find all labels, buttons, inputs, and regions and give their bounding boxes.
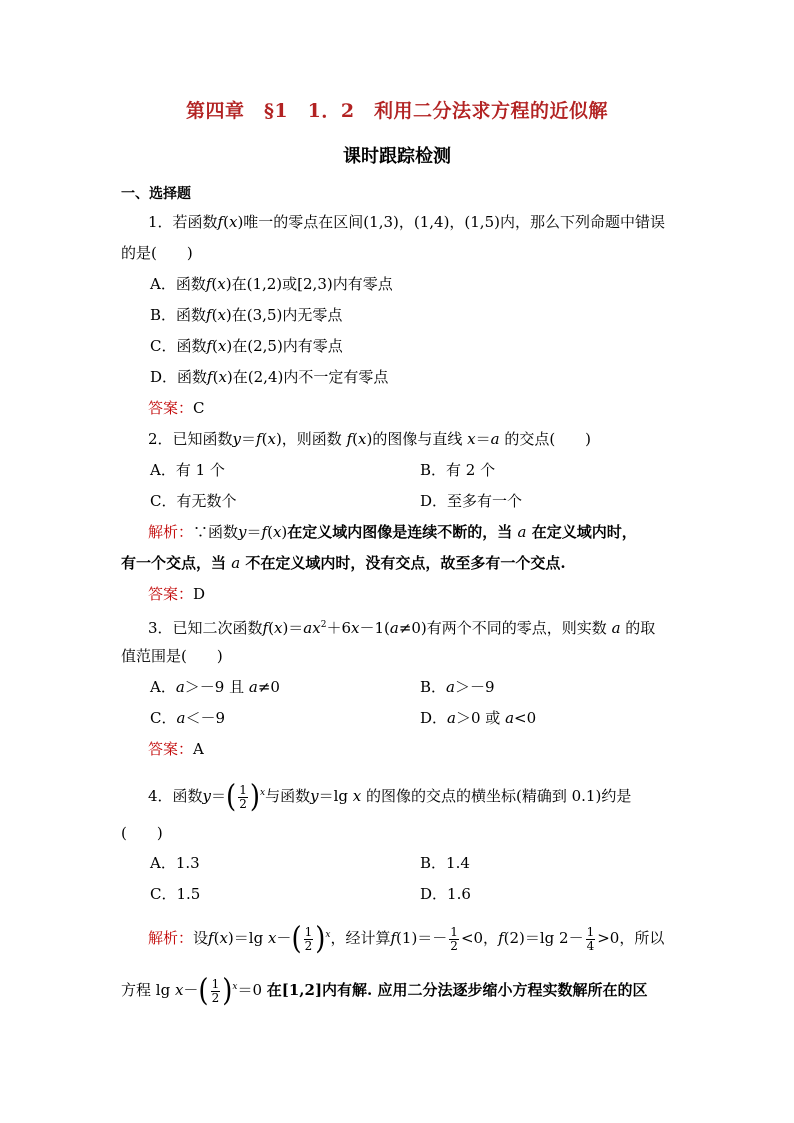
question-1-option-b: B．函数f(x)在(3,5)内无零点 xyxy=(150,306,343,324)
question-2-solution: 解析：∵函数y＝f(x)在定义域内图像是连续不断的，当 a 在定义域内时， xyxy=(148,523,637,541)
question-1-stem-cont: 的是( ) xyxy=(121,244,193,262)
question-2-answer: 答案：D xyxy=(148,585,206,603)
question-3-stem: 3．已知二次函数$f(x)=ax^2+6x-1(a\ne 0)$有两个不同的零点，则实数 a 的取 xyxy=(148,619,656,637)
question-1-answer: 答案：C xyxy=(148,399,205,417)
page-title: 第四章 §1 1．2 利用二分法求方程的近似解 xyxy=(185,100,609,122)
question-1-option-d: D．函数f(x)在(2,4)内不一定有零点 xyxy=(150,368,389,386)
question-2-stem: 2．已知函数y＝f(x)，则函数 f(x)的图像与直线 x＝a 的交点( ) xyxy=(148,430,592,448)
question-2-option-a: A．有 1 个 xyxy=(150,461,225,479)
question-2-solution-cont: 有一个交点，当 a 不在定义域内时，没有交点，故至多有一个交点. xyxy=(121,554,566,572)
question-3-option-a: A．a＞－9 且 a≠0 xyxy=(150,678,280,696)
question-4-solution-cont: 方程 lg x－( $\frac{1}{2}$ )$^x$＝0 在[1,2]内有解. 应用二分法逐步缩小方程实数解所在的区 xyxy=(121,973,648,1009)
question-2-option-b: B．有 2 个 xyxy=(420,461,496,479)
question-3-option-d: D．a＞0 或 a<0 xyxy=(420,709,537,727)
question-4-option-a: A．1.3 xyxy=(150,854,200,872)
question-4-option-c: C．1.5 xyxy=(150,885,201,903)
question-1-option-c: C．函数f(x)在(2,5)内有零点 xyxy=(150,337,343,355)
question-3-stem-cont: 值范围是( ) xyxy=(121,647,223,665)
page-subtitle: 课时跟踪检测 xyxy=(343,146,451,167)
question-4-option-d: D．1.6 xyxy=(420,885,471,903)
question-3-option-c: C．a＜－9 xyxy=(150,709,225,727)
question-3-option-b: B．a＞－9 xyxy=(420,678,495,696)
question-4-stem: 4．函数y＝( $\frac{1}{2}$ )$^x$与函数y＝lg x 的图像的交点的横坐标(精确到 0.1)约是 xyxy=(148,779,632,815)
question-4-stem-cont: ( ) xyxy=(121,824,163,842)
question-2-option-c: C．有无数个 xyxy=(150,492,237,510)
question-1-option-a: A．函数f(x)在(1,2)或[2,3)内有零点 xyxy=(150,275,393,293)
question-4-solution: 解析：设f(x)＝lg x－( $\frac{1}{2}$ )$^x$，经计算f(1)＝－ $\frac{1}{2}$ <0，f(2)＝lg 2－ $\frac{1}{4}$ >0，所以 xyxy=(148,921,665,957)
question-3-answer: 答案：A xyxy=(148,740,204,758)
question-4-option-b: B．1.4 xyxy=(420,854,470,872)
question-2-option-d: D．至多有一个 xyxy=(420,492,523,510)
question-1-stem: 1．若函数f(x)唯一的零点在区间(1,3)，(1,4)，(1,5)内，那么下列命题中错误 xyxy=(148,213,665,231)
section-heading: 一、选择题 xyxy=(121,186,191,202)
